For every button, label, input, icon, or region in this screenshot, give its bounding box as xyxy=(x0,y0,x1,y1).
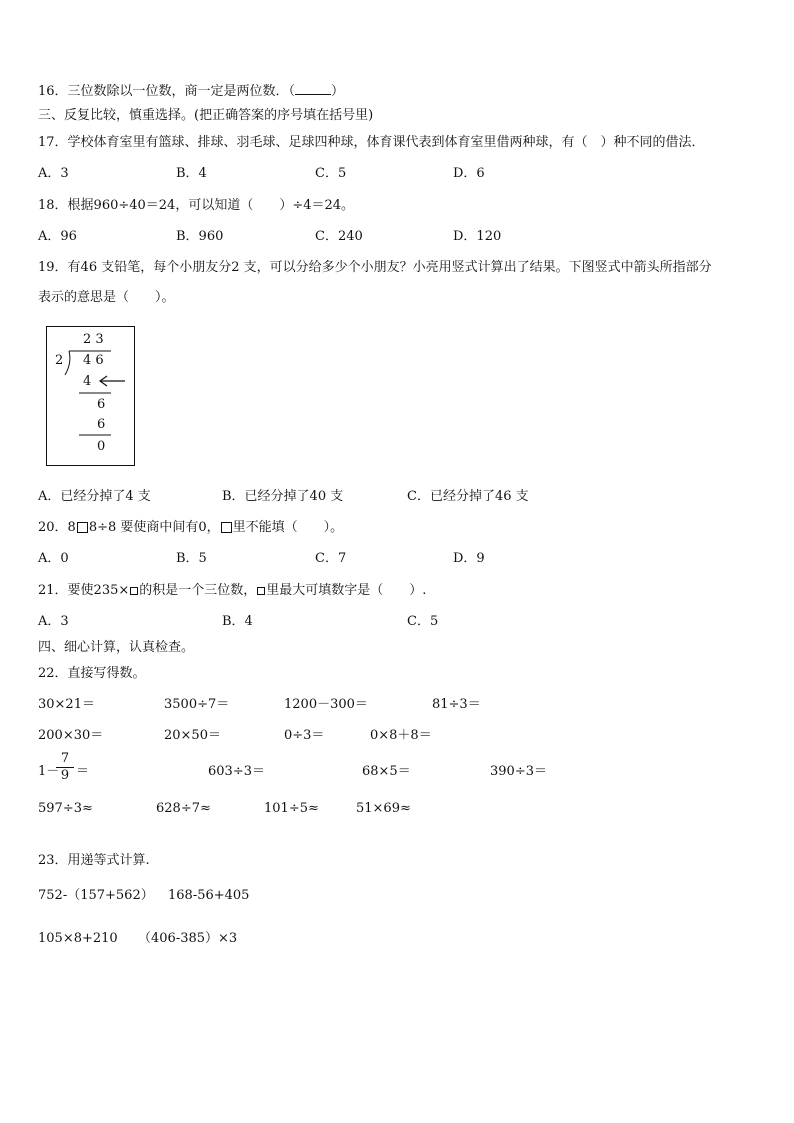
q21-option-b[interactable]: B．4 xyxy=(222,614,253,629)
q17-text: 17．学校体育室里有篮球、排球、羽毛球、足球四种球，体育课代表到体育室里借两种球，有（ ）种不同的借法． xyxy=(38,135,705,150)
q22-item: 628÷7≈ xyxy=(156,801,211,816)
blank-box-icon xyxy=(257,587,265,595)
q22-item: 0×8＋8＝ xyxy=(370,728,432,743)
q16-text: 16．三位数除以一位数，商一定是两位数．（ xyxy=(38,84,296,99)
q18-option-c[interactable]: C．240 xyxy=(315,229,363,244)
division-remainder: 0 xyxy=(97,439,106,454)
q19-option-a[interactable]: A．已经分掉了4 支 xyxy=(38,489,151,504)
q19-text-line2: 表示的意思是（ ）。 xyxy=(38,290,175,305)
q22-item: 597÷3≈ xyxy=(38,801,93,816)
q22-title: 22．直接写得数。 xyxy=(38,666,146,681)
q22-item: 0÷3＝ xyxy=(284,728,325,743)
q19-option-c[interactable]: C．已经分掉了46 支 xyxy=(407,489,529,504)
q16-answer-blank[interactable] xyxy=(295,82,331,95)
long-division-figure xyxy=(46,326,135,466)
division-step-2: 6 xyxy=(97,397,106,412)
q20-option-b[interactable]: B．5 xyxy=(176,551,207,566)
q19-option-b[interactable]: B．已经分掉了40 支 xyxy=(222,489,344,504)
division-dividend: 4 6 xyxy=(83,353,104,368)
division-step-3: 6 xyxy=(97,417,106,432)
division-step-1: 4 xyxy=(83,374,92,389)
q22-item: 390÷3＝ xyxy=(490,764,547,779)
q22-item: 51×69≈ xyxy=(356,801,411,816)
q23-item: 168-56+405 xyxy=(168,888,250,903)
q20-mid: 8÷8 要使商中间有0， xyxy=(88,520,220,535)
q23-item: （406-385）×3 xyxy=(138,931,238,946)
q17-option-a[interactable]: A．3 xyxy=(38,166,69,181)
fraction-denominator: 9 xyxy=(60,768,70,783)
q22-item: 1200－300＝ xyxy=(284,697,368,712)
q22-fraction-suffix: ＝ xyxy=(76,764,90,779)
q17-option-b[interactable]: B．4 xyxy=(176,166,207,181)
blank-box-icon xyxy=(77,522,88,533)
q20-option-c[interactable]: C．7 xyxy=(315,551,347,566)
q18-option-a[interactable]: A．96 xyxy=(38,229,77,244)
q20-post: 里不能填（ ）。 xyxy=(232,520,344,535)
q21-text xyxy=(38,583,426,599)
q22-fraction-prefix: 1－ xyxy=(38,764,60,779)
q18-text: 18．根据960÷40＝24，可以知道（ ）÷4＝24。 xyxy=(38,198,355,213)
q22-item: 101÷5≈ xyxy=(264,801,319,816)
q21-option-c[interactable]: C．5 xyxy=(407,614,439,629)
q22-item: 200×30＝ xyxy=(38,728,104,743)
q22-item: 603÷3＝ xyxy=(208,764,265,779)
q18-option-b[interactable]: B．960 xyxy=(176,229,224,244)
q20-text xyxy=(38,520,343,536)
q22-item: 3500÷7＝ xyxy=(164,697,230,712)
division-quotient: 2 3 xyxy=(83,332,104,347)
q16 xyxy=(38,82,344,100)
section3-heading: 三、反复比较，慎重选择。(把正确答案的序号填在括号里) xyxy=(38,108,374,123)
fraction-numerator: 7 xyxy=(60,751,70,766)
q20-option-a[interactable]: A．0 xyxy=(38,551,69,566)
q21-option-a[interactable]: A．3 xyxy=(38,614,69,629)
q22-item: 20×50＝ xyxy=(164,728,221,743)
q22-item: 81÷3＝ xyxy=(432,697,481,712)
q21-post: 里最大可填数字是（ ）. xyxy=(266,583,427,598)
q17-option-c[interactable]: C．5 xyxy=(315,166,347,181)
q23-item: 105×8+210 xyxy=(38,931,118,946)
blank-box-icon xyxy=(130,587,138,595)
blank-box-icon xyxy=(221,522,232,533)
division-divisor: 2 xyxy=(55,353,64,368)
q23-title: 23．用递等式计算. xyxy=(38,853,150,868)
q18-option-d[interactable]: D．120 xyxy=(453,229,502,244)
q19-text-line1: 19．有46 支铅笔，每个小朋友分2 支，可以分给多少个小朋友？小亮用竖式计算出了结果。下图竖式中箭头所指部分 xyxy=(38,260,712,275)
q16-close: ） xyxy=(331,84,345,99)
q21-pre: 21．要使235× xyxy=(38,583,130,598)
section4-heading: 四、细心计算，认真检查。 xyxy=(38,640,195,655)
q22-fraction xyxy=(56,752,74,783)
q21-mid: 的积是一个三位数， xyxy=(139,583,257,598)
q22-item: 30×21＝ xyxy=(38,697,95,712)
q23-item: 752-（157+562） xyxy=(38,888,154,903)
q20-option-d[interactable]: D．9 xyxy=(453,551,485,566)
q20-pre: 20．8 xyxy=(38,520,76,535)
q17-option-d[interactable]: D．6 xyxy=(453,166,485,181)
q22-item: 68×5＝ xyxy=(362,764,411,779)
